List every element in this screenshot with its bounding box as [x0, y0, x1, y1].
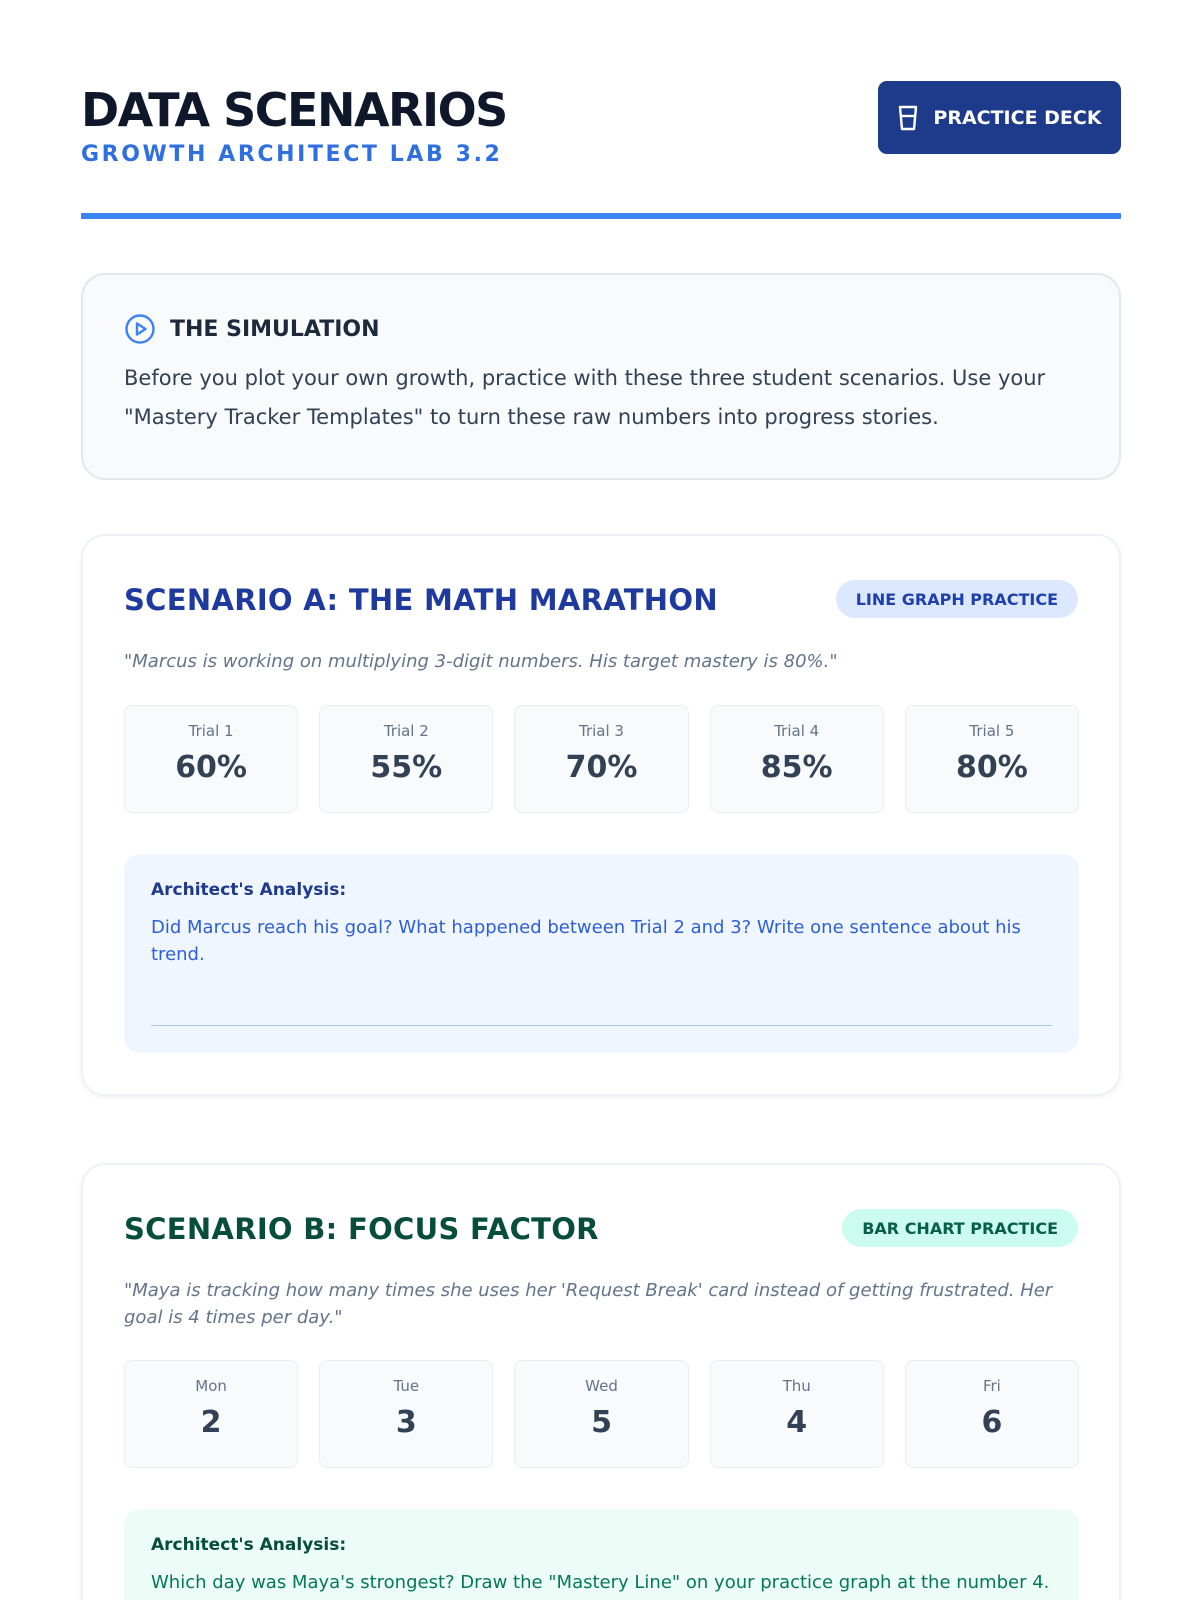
scenario-badge: LINE GRAPH PRACTICE [836, 580, 1078, 618]
scenario-title: SCENARIO A: THE MATH MARATHON [124, 583, 718, 617]
header [81, 0, 1121, 220]
simulation-box [81, 273, 1121, 480]
scenario-quote: "Marcus is working on multiplying 3-digit numbers. His target mastery is 80%." [124, 651, 838, 672]
stat-label: Fri [982, 1377, 1001, 1395]
cup-icon [897, 105, 919, 131]
page-subtitle: GROWTH ARCHITECT LAB 3.2 [81, 142, 503, 167]
stat-tile [905, 1360, 1079, 1468]
stat-value: 3 [395, 1405, 417, 1440]
stat-label: Trial 2 [383, 722, 429, 740]
stat-tile [710, 1360, 884, 1468]
scenario-card-a [81, 534, 1121, 1096]
stat-tile [124, 1360, 298, 1468]
stat-label: Tue [393, 1377, 420, 1395]
stats-row [124, 1360, 1079, 1468]
stat-value: 6 [981, 1405, 1003, 1440]
play-circle-icon [124, 313, 156, 345]
page-title: DATA SCENARIOS [81, 83, 507, 137]
stat-label: Trial 3 [579, 722, 624, 740]
stat-label: Thu [782, 1377, 811, 1395]
analysis-prompt: Which day was Maya's strongest? Draw the "Mastery Line" on your practice graph at the number 4. [151, 1572, 1050, 1593]
stat-value: 4 [786, 1405, 808, 1440]
stat-tile [124, 705, 298, 813]
stat-tile [319, 1360, 493, 1468]
stat-label: Wed [585, 1377, 618, 1395]
simulation-text: Before you plot your own growth, practice with these three student scenarios. Use your "Mastery Tracker Templates" to turn these raw numbers into progress stories. [124, 366, 1046, 429]
answer-line[interactable] [151, 1025, 1052, 1026]
simulation-title: THE SIMULATION [170, 316, 380, 342]
stat-label: Trial 5 [969, 722, 1015, 740]
stat-value: 80% [956, 750, 1028, 785]
analysis-box [124, 1509, 1079, 1600]
stat-value: 55% [370, 750, 443, 785]
simulation-header [124, 313, 1078, 345]
stat-tile [514, 1360, 688, 1468]
scenario-card-b [81, 1163, 1121, 1600]
analysis-label: Architect's Analysis: [151, 1535, 347, 1555]
analysis-prompt: Did Marcus reach his goal? What happened between Trial 2 and 3? Write one sentence about his trend. [151, 917, 1021, 965]
analysis-label: Architect's Analysis: [151, 880, 347, 900]
stat-tile [710, 705, 884, 813]
stat-value: 2 [200, 1405, 222, 1440]
header-divider [81, 213, 1121, 219]
stat-value: 5 [591, 1405, 612, 1440]
stat-tile [905, 705, 1079, 813]
scenario-badge: BAR CHART PRACTICE [842, 1209, 1078, 1247]
stat-tile [319, 705, 493, 813]
stat-label: Mon [195, 1377, 227, 1395]
stat-value: 85% [760, 750, 833, 785]
stat-value: 60% [175, 750, 247, 785]
stat-tile [514, 705, 688, 813]
scenario-title: SCENARIO B: FOCUS FACTOR [124, 1212, 599, 1246]
practice-deck-label: PRACTICE DECK [933, 106, 1102, 129]
stat-label: Trial 1 [188, 722, 234, 740]
stats-row [124, 705, 1079, 813]
practice-deck-button[interactable] [878, 81, 1121, 154]
page [81, 0, 1121, 1593]
scenario-quote: "Maya is tracking how many times she uses her 'Request Break' card instead of getting frustrated. Her goal is 4 times per day." [124, 1280, 1053, 1328]
stat-label: Trial 4 [774, 722, 820, 740]
analysis-box [124, 854, 1079, 1053]
stat-value: 70% [565, 750, 638, 785]
